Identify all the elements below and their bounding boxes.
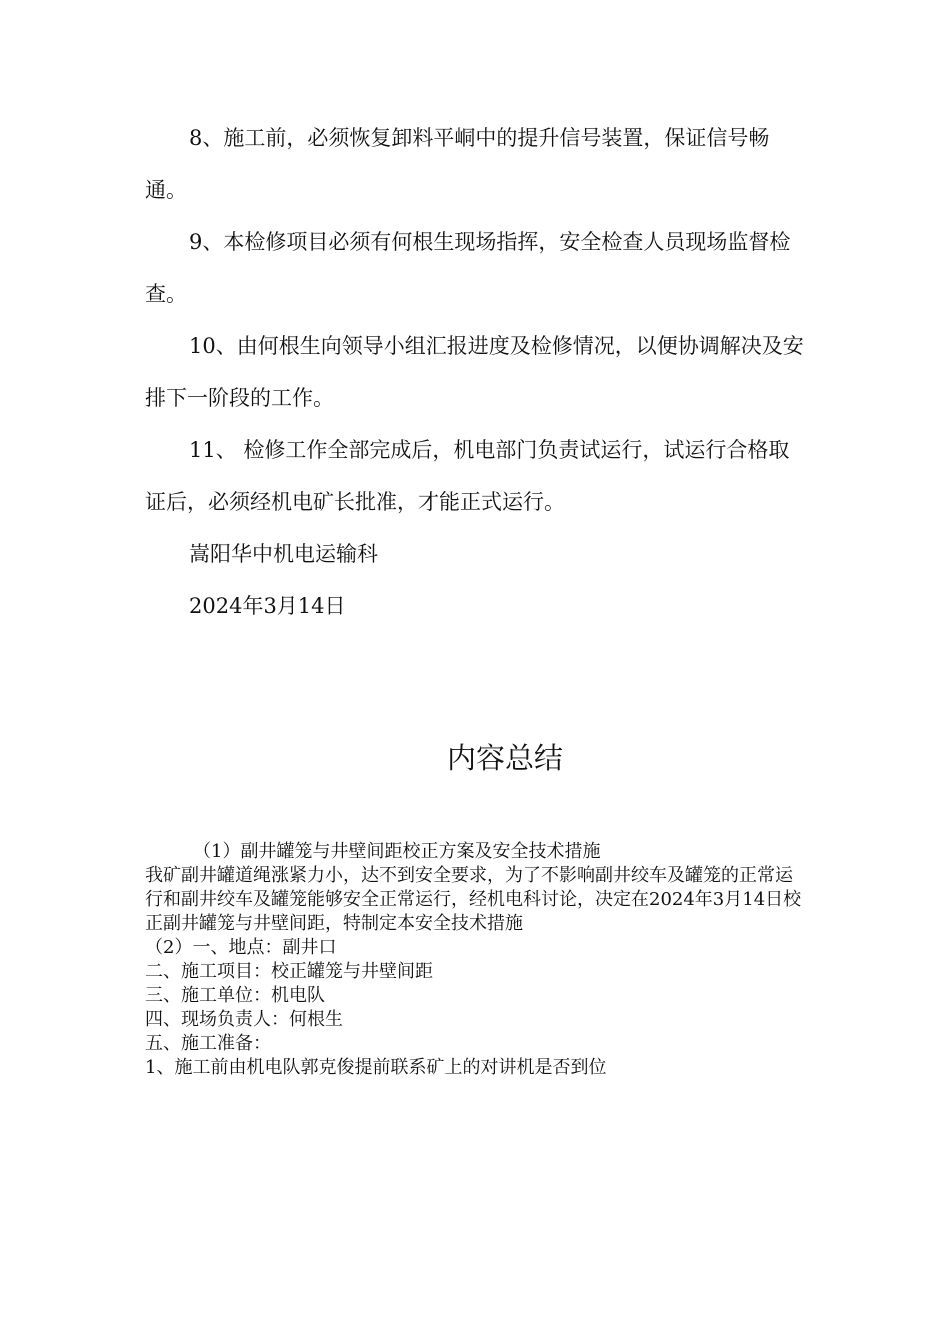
summary-line-project: 二、施工项目：校正罐笼与井壁间距 [145, 961, 433, 982]
measure-item-9: 9、本检修项目必须有何根生现场指挥，安全检查人员现场监督检查。 [145, 230, 791, 306]
measure-item-11: 11、 检修工作全部完成后，机电部门负责试运行，试运行合格取证后，必须经机电矿长批准，才能正式运行。 [145, 438, 790, 514]
summary-line-step-1: 1、施工前由机电队郭克俊提前联系矿上的对讲机是否到位 [145, 1057, 607, 1078]
summary-line-unit: 三、施工单位：机电队 [145, 985, 325, 1006]
summary-section [145, 840, 805, 1080]
summary-line-supervisor: 四、现场负责人：何根生 [145, 1009, 343, 1030]
signature-department: 嵩阳华中机电运输科 [189, 542, 378, 566]
measures-section [145, 112, 805, 632]
measure-item-10: 10、由何根生向领导小组汇报进度及检修情况，以便协调解决及安排下一阶段的工作。 [145, 334, 804, 410]
signature-date: 2024年3月14日 [189, 594, 346, 618]
measure-item-8: 8、施工前，必须恢复卸料平峒中的提升信号装置，保证信号畅通。 [145, 126, 770, 202]
summary-paragraph: 我矿副井罐道绳涨紧力小，达不到安全要求，为了不影响副井绞车及罐笼的正常运行和副井绞车及罐笼能够安全正常运行，经机电科讨论，决定在2024年3月14日校正副井罐笼与井壁间距，特制定本安全技术措施 [145, 865, 802, 934]
summary-title: 内容总结 [446, 741, 563, 775]
summary-heading: （1）副井罐笼与井壁间距校正方案及安全技术措施 [193, 841, 601, 862]
summary-line-preparation: 五、施工准备： [145, 1033, 271, 1054]
summary-line-location: （2）一、地点：副井口 [145, 937, 337, 958]
